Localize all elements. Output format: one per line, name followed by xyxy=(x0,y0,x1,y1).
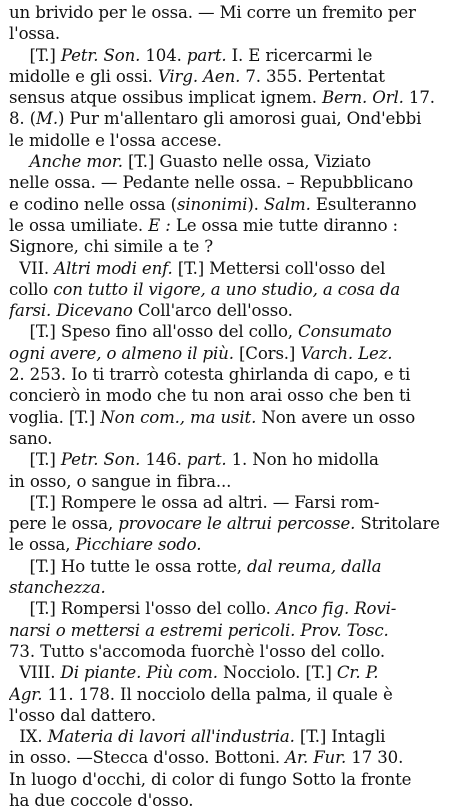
text-run: ha due coccole d'osso. xyxy=(9,790,194,810)
text-line xyxy=(9,66,461,87)
text-run: 17. xyxy=(403,88,435,108)
text-line xyxy=(9,769,461,790)
text-line xyxy=(9,215,461,236)
paragraph xyxy=(9,449,461,492)
italic-run: Cr. P. xyxy=(336,663,379,683)
text-run: 104. xyxy=(140,45,187,65)
text-line xyxy=(9,2,461,23)
text-run: sano. xyxy=(9,428,53,448)
italic-run: con tutto il vigore, a uno studio, a cosa da xyxy=(53,279,401,299)
text-run: concierò in modo che tu non arai osso che ben ti xyxy=(9,386,411,406)
italic-run: Varch. Lez. xyxy=(300,343,393,363)
text-line xyxy=(9,620,461,641)
italic-run: Agr. xyxy=(9,684,43,704)
text-line xyxy=(9,87,461,108)
text-run: [T.] Mettersi coll'osso del xyxy=(172,258,386,278)
italic-run: Non com., ma usit. xyxy=(100,407,257,427)
text-run: VIII. xyxy=(9,663,61,683)
italic-run: Ar. Fur. xyxy=(285,748,347,768)
text-run: Coll'arco dell'osso. xyxy=(132,301,293,321)
text-run: un brivido per le ossa. — Mi corre un fremito per xyxy=(9,3,416,22)
text-line xyxy=(9,407,461,428)
text-run: [Cors.] xyxy=(233,343,301,363)
text-line xyxy=(9,364,461,385)
italic-run: E : xyxy=(148,215,171,235)
italic-run: Bern. Orl. xyxy=(322,88,404,108)
italic-run: Consumato xyxy=(298,322,392,342)
text-run: l'osso dal dattero. xyxy=(9,705,156,725)
paragraph xyxy=(9,45,461,151)
text-line xyxy=(9,747,461,768)
italic-run: Petr. Son. xyxy=(60,450,141,470)
text-line xyxy=(9,449,461,470)
text-run: Non avere un osso xyxy=(256,407,416,427)
text-run: 2. 253. Io ti trarrò cotesta ghirlanda di capo, e ti xyxy=(9,365,411,385)
text-run: [T.] xyxy=(9,450,61,470)
text-line xyxy=(9,471,461,492)
text-line xyxy=(9,556,461,577)
italic-run: Altri modi enf. xyxy=(54,258,173,278)
italic-run: farsi. Dicevano xyxy=(9,301,133,321)
text-run: collo xyxy=(9,279,54,299)
text-line xyxy=(9,108,461,129)
paragraph xyxy=(9,492,461,556)
text-line xyxy=(9,385,461,406)
text-run: [T.] xyxy=(9,45,61,65)
paragraph xyxy=(9,598,461,662)
paragraph xyxy=(9,726,461,811)
text-line xyxy=(9,236,461,257)
text-line xyxy=(9,23,461,44)
text-line xyxy=(9,172,461,193)
paragraph xyxy=(9,662,461,726)
text-run: l'ossa. xyxy=(9,24,61,44)
text-run: [T.] Speso fino all'osso del collo, xyxy=(9,322,299,342)
text-line xyxy=(9,662,461,683)
italic-run: Anche mor. xyxy=(29,152,123,172)
text-run: in osso. —Stecca d'osso. Bottoni. xyxy=(9,748,286,768)
text-line xyxy=(9,258,461,279)
italic-run: Anco fig. Rovi- xyxy=(275,599,397,619)
text-line xyxy=(9,641,461,662)
paragraph xyxy=(9,556,461,599)
text-run: Signore, chi simile a te ? xyxy=(9,237,214,257)
text-run: ). xyxy=(247,194,264,214)
text-line xyxy=(9,790,461,811)
text-run: midolle e gli ossi. xyxy=(9,66,158,86)
text-run: Esulteranno xyxy=(310,194,417,214)
text-run: le ossa umiliate. xyxy=(9,215,149,235)
text-run: 1. Non ho midolla xyxy=(226,450,379,470)
text-run: VII. xyxy=(9,258,55,278)
text-line xyxy=(9,343,461,364)
text-line xyxy=(9,577,461,598)
italic-run: Salm. xyxy=(263,194,311,214)
paragraph xyxy=(9,2,461,45)
italic-run: provocare le altrui percosse. xyxy=(118,514,356,534)
text-run: In luogo d'occhi, di color di fungo Sotto la fronte xyxy=(9,769,412,789)
text-run: sensus atque ossibus implicat ignem. xyxy=(9,88,322,108)
paragraph xyxy=(9,321,461,449)
text-line xyxy=(9,492,461,513)
text-line xyxy=(9,151,461,172)
italic-run: sinonimi xyxy=(177,194,248,214)
text-run: 146. xyxy=(140,450,187,470)
text-line xyxy=(9,513,461,534)
text-run: e codino nelle ossa ( xyxy=(9,194,177,214)
text-run xyxy=(9,152,30,171)
italic-run: part. xyxy=(186,45,227,65)
italic-run: narsi o mettersi a estremi pericoli. Prov. Tosc. xyxy=(9,620,389,640)
italic-run: Petr. Son. xyxy=(60,45,141,65)
text-run: 11. 178. Il nocciolo della palma, il quale è xyxy=(42,684,393,704)
text-run: in osso, o sangue in fibra... xyxy=(9,471,232,491)
text-run: pere le ossa, xyxy=(9,514,119,534)
text-run: IX. xyxy=(9,727,48,747)
text-line xyxy=(9,705,461,726)
text-run: le midolle e l'ossa accese. xyxy=(9,130,222,150)
text-run: voglia. [T.] xyxy=(9,407,101,427)
text-line xyxy=(9,726,461,747)
text-line xyxy=(9,130,461,151)
italic-run: Materia di lavori all'industria. xyxy=(47,727,295,747)
paragraph xyxy=(9,258,461,322)
italic-run: stanchezza. xyxy=(9,578,106,598)
text-run: Le ossa mie tutte diranno : xyxy=(170,215,398,235)
text-run: [T.] Ho tutte le ossa rotte, xyxy=(9,556,248,576)
text-run: 73. Tutto s'accomoda fuorchè l'osso del collo. xyxy=(9,641,386,661)
text-run: Stritolare xyxy=(355,514,440,534)
italic-run: Virg. Aen. xyxy=(157,66,241,86)
text-run: Nocciolo. [T.] xyxy=(217,663,337,683)
italic-run: dal reuma, dalla xyxy=(247,556,382,576)
text-run: le ossa, xyxy=(9,535,76,555)
text-run: ) Pur m'allentaro gli amorosi guai, Ond'ebbi xyxy=(57,109,422,129)
text-line xyxy=(9,321,461,342)
text-run: [T.] Guasto nelle ossa, Viziato xyxy=(122,152,372,172)
text-run: [T.] Rompersi l'osso del collo. xyxy=(9,599,276,619)
text-run: 17 30. xyxy=(346,748,404,768)
text-line xyxy=(9,534,461,555)
paragraph xyxy=(9,151,461,257)
text-run: 8. ( xyxy=(9,109,36,129)
text-line xyxy=(9,194,461,215)
text-line xyxy=(9,45,461,66)
text-line xyxy=(9,279,461,300)
text-line xyxy=(9,428,461,449)
italic-run: part. xyxy=(186,450,227,470)
text-run: [T.] Intagli xyxy=(294,727,386,747)
italic-run: M. xyxy=(35,109,58,129)
italic-run: Picchiare sodo. xyxy=(75,535,202,555)
text-run: I. E ricercarmi le xyxy=(226,45,373,65)
text-line xyxy=(9,300,461,321)
text-line xyxy=(9,684,461,705)
italic-run: ogni avere, o almeno il più. xyxy=(9,343,234,363)
italic-run: Di piante. Più com. xyxy=(60,663,218,683)
text-run: 7. 355. Pertentat xyxy=(240,66,385,86)
text-line xyxy=(9,598,461,619)
text-run: [T.] Rompere le ossa ad altri. — Farsi rom- xyxy=(9,492,380,512)
text-run: nelle ossa. — Pedante nelle ossa. – Repubblicano xyxy=(9,173,414,193)
